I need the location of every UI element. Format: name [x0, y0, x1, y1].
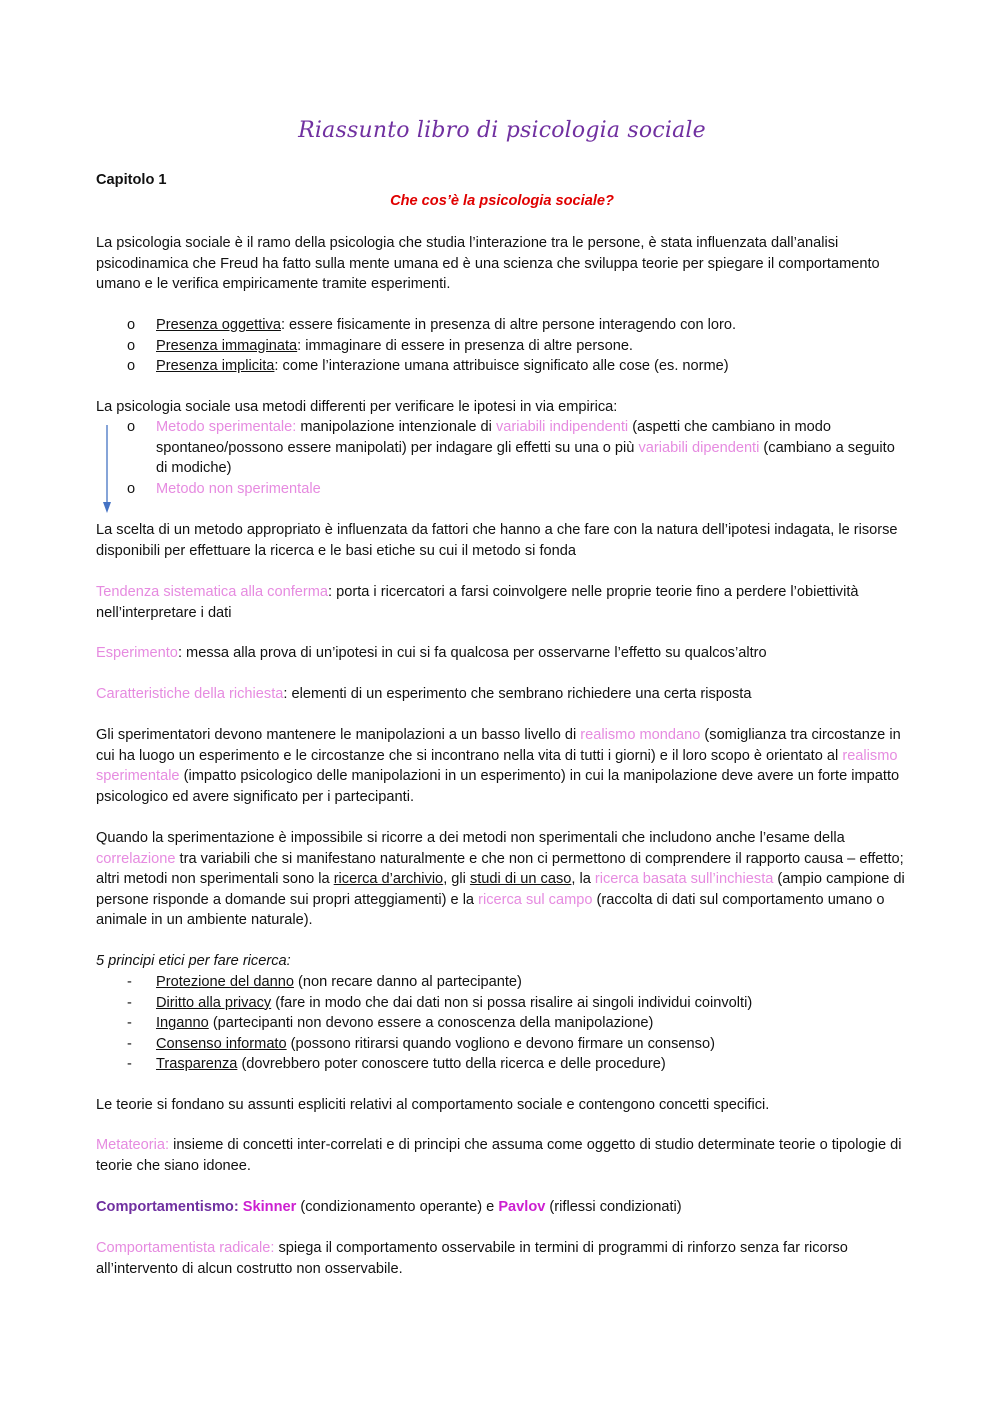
list-item — [96, 972, 908, 993]
term-desc: : essere fisicamente in presenza di altre persone interagendo con loro. — [280, 317, 737, 333]
text-run: (raccolta di dati sul comportamento umano o animale in un ambiente naturale). — [96, 891, 885, 929]
bullet-circle: o — [127, 337, 136, 354]
text-run: (aspetti che cambiano in modo spontaneo/possono essere manipolati) per indagare gli effetti su una o più — [156, 419, 831, 456]
term-experiment: Esperimento — [96, 645, 178, 661]
list-item — [96, 1013, 908, 1034]
text-run: (cambiano a seguito di modiche) — [156, 439, 895, 477]
tendency-paragraph — [96, 582, 908, 623]
term-privacy: Diritto alla privacy — [156, 994, 272, 1011]
term-deception: Inganno — [156, 1015, 209, 1032]
bullet-circle: o — [127, 419, 136, 435]
term-demand-characteristics: Caratteristiche della richiesta — [96, 686, 284, 702]
down-arrow-icon — [103, 425, 111, 513]
list-item — [96, 1034, 908, 1055]
list-item — [96, 356, 908, 377]
term-survey-research: ricerca basata sull’inchiesta — [594, 871, 774, 888]
term-presence-implicit: Presenza implicita — [156, 358, 275, 375]
chapter-heading: Capitolo 1 — [96, 172, 167, 188]
term-case-study: studi di un caso — [469, 871, 572, 888]
list-item — [96, 417, 908, 479]
term-independent-variables: variabili indipendenti — [495, 419, 629, 435]
term-desc: : immaginare di essere in presenza di altre persone. — [297, 337, 633, 354]
ethics-list — [96, 972, 908, 1075]
term-behaviorism: Comportamentismo: — [96, 1199, 239, 1215]
term-desc: (non recare danno al partecipante) — [293, 974, 522, 990]
term-presence-objective: Presenza oggettiva — [156, 317, 281, 333]
behaviorism-paragraph — [96, 1197, 908, 1218]
term-mundane-realism: realismo mondano — [580, 727, 701, 743]
chapter-subtitle: Che cos’è la psicologia sociale? — [390, 193, 614, 209]
list-item — [96, 315, 908, 336]
term-transparency: Trasparenza — [156, 1056, 238, 1073]
term-desc: : porta i ricercatori a farsi coinvolgere nelle proprie teorie fino a perdere l’obiettività nell’interpretare i dati — [96, 584, 859, 621]
bullet-dash: - — [127, 974, 132, 990]
term-desc: insieme di concetti inter-correlati e di principi che assuma come oggetto di studio determinate teorie o tipologie di teorie che siano idonee. — [96, 1137, 902, 1174]
presence-list-block — [96, 315, 908, 377]
demand-paragraph — [96, 684, 908, 705]
bullet-dash: - — [127, 994, 132, 1011]
term-desc: (fare in modo che dai dati non si possa risalire ai singoli individui coinvolti) — [271, 994, 753, 1011]
term-correlation: correlazione — [96, 850, 176, 867]
term-radical-behaviorist: Comportamentista radicale: — [96, 1240, 275, 1256]
metatheory-paragraph — [96, 1135, 908, 1176]
text-run: , la — [571, 871, 595, 888]
term-experimental-realism: realismo sperimentale — [96, 747, 898, 785]
methods-intro: La psicologia sociale usa metodi differenti per verificare le ipotesi in via empirica: — [96, 399, 618, 415]
term-field-research: ricerca sul campo — [478, 891, 593, 908]
term-metatheory: Metateoria: — [96, 1137, 170, 1153]
ethics-heading: 5 principi etici per fare ricerca: — [96, 953, 291, 969]
ethics-list-block — [96, 972, 908, 1075]
text-run: Quando la sperimentazione è impossibile si ricorre a dei metodi non sperimentali che includono anche l’esame della — [96, 830, 845, 846]
list-item — [96, 1054, 908, 1075]
term-nonexperimental-method: Metodo non sperimentale — [156, 480, 321, 497]
term-experimental-method: Metodo sperimentale: — [156, 419, 297, 435]
text-run: tra variabili che si manifestano naturalmente e che non ci permettono di comprendere il rapporto causa – effetto; altri metodi non sperimentali sono la — [96, 850, 904, 888]
text-run: (riflessi condizionati) — [545, 1199, 682, 1215]
term-desc: (dovrebbero poter conoscere tutto della ricerca e delle procedure) — [237, 1056, 666, 1073]
term-desc: : come l’interazione umana attribuisce significato alle cose (es. norme) — [274, 358, 729, 375]
bullet-dash: - — [127, 1056, 132, 1073]
name-pavlov: Pavlov — [498, 1199, 546, 1215]
bullet-circle: o — [127, 480, 136, 497]
name-skinner: Skinner — [242, 1199, 297, 1215]
list-item — [96, 479, 908, 500]
term-desc: (partecipanti non devono essere a conoscenza della manipolazione) — [208, 1015, 654, 1032]
text-run: Gli sperimentatori devono mantenere le manipolazioni a un basso livello di — [96, 727, 581, 743]
intro-paragraph: La psicologia sociale è il ramo della psicologia che studia l’interazione tra le persone, è stata influenzata dall’analisi psicodinamica che Freud ha fatto sulla mente umana ed è una scienza che sviluppa teorie per spiegare il comportamento umano e le verifica empiricamente tramite esperimenti. — [96, 235, 880, 293]
list-item — [96, 993, 908, 1014]
methods-list-block — [96, 417, 908, 499]
theories-paragraph: Le teorie si fondano su assunti espliciti relativi al comportamento sociale e contengono concetti specifici. — [96, 1097, 770, 1113]
method-choice-paragraph: La scelta di un metodo appropriato è influenzata da fattori che hanno a che fare con la natura dell’ipotesi indagata, le risorse disponibili per effettuare la ricerca e le basi etiche su cui il metodo si fonda — [96, 522, 898, 559]
term-desc: (possono ritirarsi quando vogliono e devono firmare un consenso) — [286, 1035, 715, 1052]
text-run: (impatto psicologico delle manipolazioni in un esperimento) in cui la manipolazione deve avere un forte impatto psicologico ed avere significato per i partecipanti. — [96, 768, 900, 805]
text-run: (condizionamento operante) e — [296, 1199, 499, 1215]
methods-list — [96, 417, 908, 499]
term-desc: : elementi di un esperimento che sembrano richiedere una certa risposta — [283, 686, 752, 702]
realism-paragraph — [96, 725, 908, 807]
bullet-circle: o — [127, 358, 136, 375]
radical-behaviorist-paragraph — [96, 1238, 908, 1279]
bullet-circle: o — [127, 317, 136, 333]
term-presence-imagined: Presenza immaginata — [156, 337, 298, 354]
term-informed-consent: Consenso informato — [156, 1035, 287, 1052]
text-run: manipolazione intenzionale di — [296, 419, 496, 435]
term-desc: spiega il comportamento osservabile in termini di programmi di rinforzo senza far ricorso all’intervento di alcun costrutto non osservabile. — [96, 1240, 848, 1277]
term-protection: Protezione del danno — [156, 974, 294, 990]
term-dependent-variables: variabili dipendenti — [638, 439, 760, 456]
text-run: (ampio campione di persone risponde a domande sui propri atteggiamenti) e la — [96, 871, 905, 908]
bullet-dash: - — [127, 1035, 132, 1052]
list-item — [96, 336, 908, 357]
text-run: (somiglianza tra circostanze in cui ha luogo un esperimento e le circostanze che si incontrano nella vita di tutti i giorni) e il loro scopo è orientato al — [96, 727, 901, 764]
nonexperimental-paragraph — [96, 828, 908, 931]
term-desc: : messa alla prova di un’ipotesi in cui si fa qualcosa per osservarne l’effetto su qualcos’altro — [177, 645, 767, 661]
presence-list — [96, 315, 908, 377]
term-confirmation-bias: Tendenza sistematica alla conferma — [96, 584, 328, 600]
term-archival-research: ricerca d’archivio — [333, 871, 444, 888]
text-run: , gli — [443, 871, 470, 888]
bullet-dash: - — [127, 1015, 132, 1032]
page-title: Riassunto libro di psicologia sociale — [298, 118, 706, 143]
experiment-paragraph — [96, 643, 908, 664]
